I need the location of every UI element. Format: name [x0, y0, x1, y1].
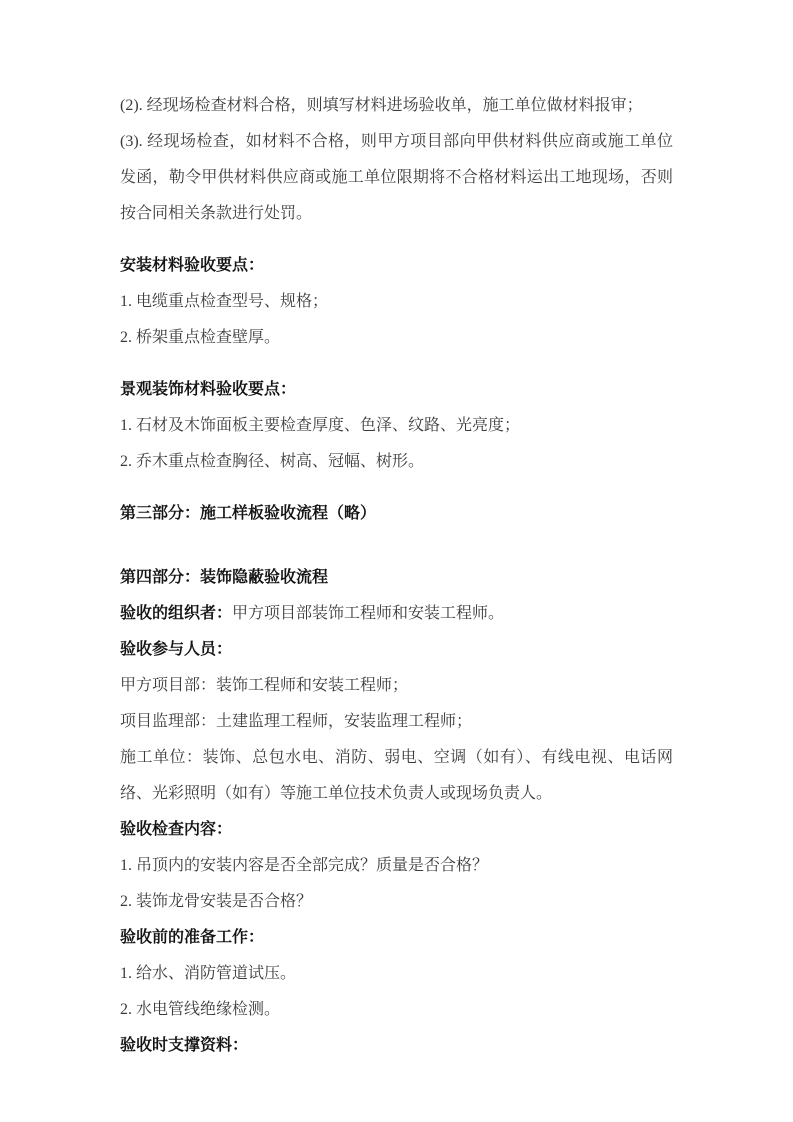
paragraph: 甲方项目部：装饰工程师和安装工程师；	[120, 677, 409, 694]
section-heading: 验收参与人员：	[120, 641, 233, 658]
paragraph: 1. 吊顶内的安装内容是否全部完成？质量是否合格？	[120, 857, 489, 874]
paragraph: 1. 给水、消防管道试压。	[120, 965, 297, 982]
paragraph: 2. 装饰龙骨安装是否合格？	[120, 893, 313, 910]
section-heading: 第三部分：施工样板验收流程（略）	[120, 505, 377, 522]
section-heading: 验收前的准备工作：	[120, 929, 265, 946]
paragraph-text: 甲方项目部装饰工程师和安装工程师。	[232, 605, 505, 622]
paragraph: 1. 石材及木饰面板主要检查厚度、色泽、纹路、光亮度；	[120, 417, 521, 434]
paragraph: (2). 经现场检查材料合格，则填写材料进场验收单，施工单位做材料报审；	[120, 97, 643, 114]
section-heading: 第四部分：装饰隐蔽验收流程	[120, 569, 329, 586]
paragraph-label: 验收的组织者：	[120, 605, 233, 622]
paragraph: 项目监理部：土建监理工程师，安装监理工程师；	[120, 713, 473, 730]
paragraph: 2. 桥架重点检查壁厚。	[120, 329, 281, 346]
paragraph: 2. 水电管线绝缘检测。	[120, 1001, 281, 1018]
section-heading: 验收检查内容：	[120, 821, 233, 838]
section-heading: 安装材料验收要点：	[120, 257, 265, 274]
paragraph	[120, 596, 673, 632]
section-heading: 景观装饰材料验收要点：	[120, 381, 297, 398]
paragraph: 2. 乔木重点检查胸径、树高、冠幅、树形。	[120, 453, 425, 470]
section-heading: 验收时支撑资料：	[120, 1037, 249, 1054]
paragraph: 1. 电缆重点检查型号、规格；	[120, 293, 329, 310]
paragraph: 施工单位：装饰、总包水电、消防、弱电、空调（如有）、有线电视、电话网络、光彩照明（如有）等施工单位技术负责人或现场负责人。	[120, 749, 673, 802]
paragraph: (3). 经现场检查，如材料不合格，则甲方项目部向甲供材料供应商或施工单位发函，勒令甲供材料供应商或施工单位限期将不合格材料运出工地现场，否则按合同相关条款进行处罚。	[120, 133, 673, 222]
